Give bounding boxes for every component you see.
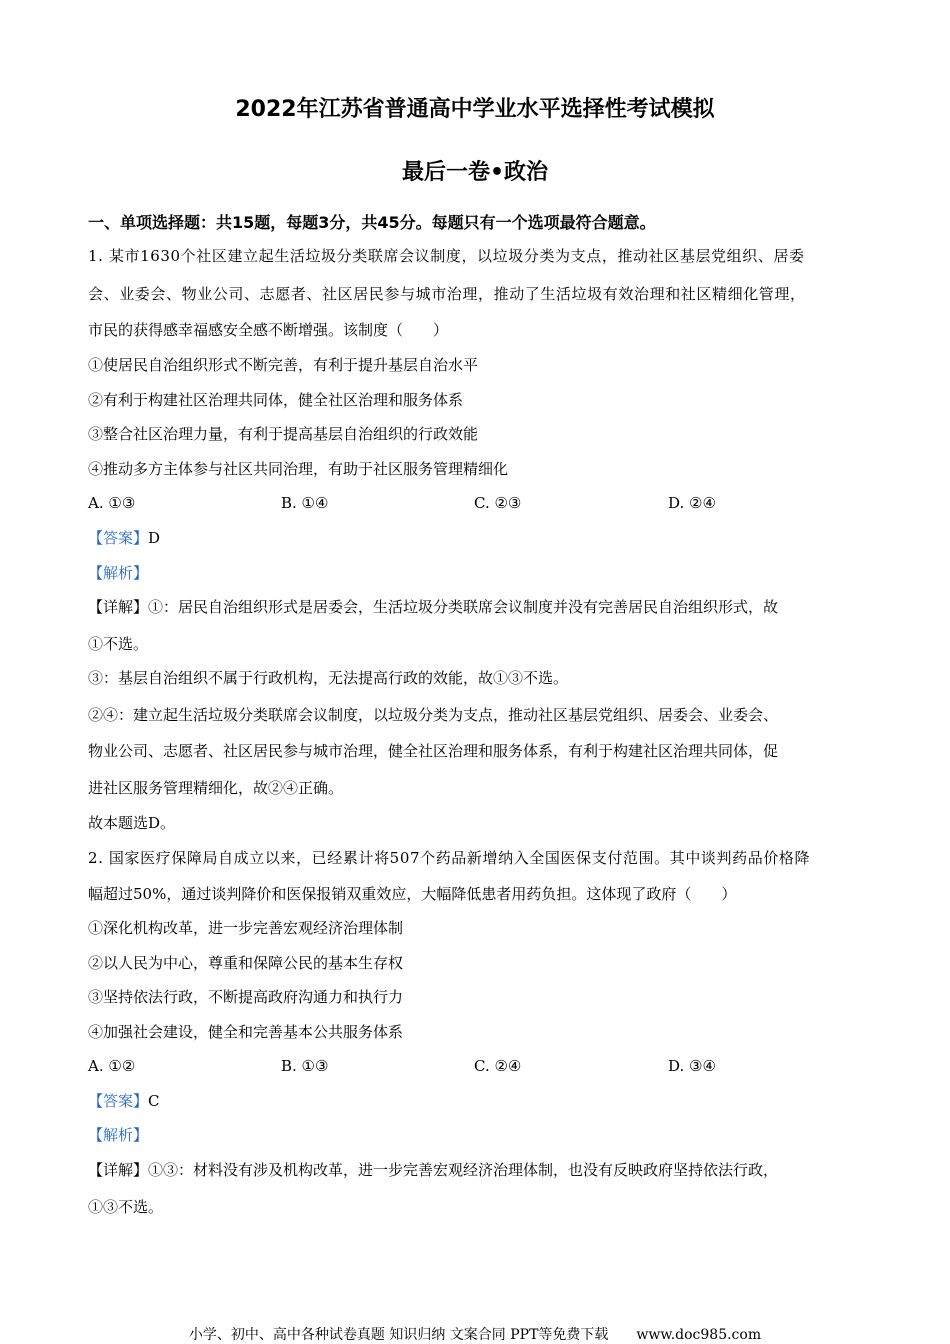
q1-option-c: C. ②③ xyxy=(474,494,522,512)
page-footer: 小学、初中、高中各种试卷真题 知识归纳 文案合同 PPT等免费下载 www.doc985.com xyxy=(188,1327,762,1343)
q2-detail-line: ①③不选。 xyxy=(88,1198,164,1216)
q1-stem-line: 会、业委会、物业公司、志愿者、社区居民参与城市治理，推动了生活垃圾有效治理和社区精细化管理， xyxy=(88,285,806,303)
q1-statement: ①使居民自治组织形式不断完善，有利于提升基层自治水平 xyxy=(88,356,479,374)
q2-statement: ④加强社会建设，健全和完善基本公共服务体系 xyxy=(88,1023,404,1041)
q1-detail-line: 物业公司、志愿者、社区居民参与城市治理，健全社区治理和服务体系，有利于构建社区治理共同体，促 xyxy=(88,742,779,760)
analysis-tag: 【解析】 xyxy=(88,564,149,582)
q2-answer xyxy=(88,1091,160,1111)
q2-statement: ③坚持依法行政，不断提高政府沟通力和执行力 xyxy=(88,988,404,1006)
detail-text: ①：居民自治组织形式是居委会，生活垃圾分类联席会议制度并没有完善居民自治组织形式，故 xyxy=(148,598,779,616)
answer-value: C xyxy=(148,1092,160,1110)
q1-statement: ④推动多方主体参与社区共同治理，有助于社区服务管理精细化 xyxy=(88,460,509,478)
answer-value: D xyxy=(148,529,161,547)
answer-tag: 【答案】 xyxy=(88,529,149,547)
q1-option-b: B. ①④ xyxy=(281,494,329,512)
document-subtitle: 最后一卷•政治 xyxy=(401,160,549,185)
document-title: 2022年江苏省普通高中学业水平选择性考试模拟 xyxy=(235,97,715,122)
q2-option-d: D. ③④ xyxy=(668,1057,716,1075)
q1-detail-line: ③：基层自治组织不属于行政机构，无法提高行政的效能，故①③不选。 xyxy=(88,669,569,687)
q1-statement: ②有利于构建社区治理共同体，健全社区治理和服务体系 xyxy=(88,391,464,409)
q2-detail-line xyxy=(88,1160,778,1180)
q1-detail-line: ①不选。 xyxy=(88,635,149,653)
q1-detail-line: ②④：建立起生活垃圾分类联席会议制度，以垃圾分类为支点，推动社区基层党组织、居委会、业委会、 xyxy=(88,706,779,724)
detail-text: ①③：材料没有涉及机构改革，进一步完善宏观经济治理体制，也没有反映政府坚持依法行政， xyxy=(148,1161,779,1179)
q1-option-a: A. ①③ xyxy=(88,494,136,512)
answer-tag: 【答案】 xyxy=(88,1092,149,1110)
q2-stem-line: 幅超过50%，通过谈判降价和医保报销双重效应，大幅降低患者用药负担。这体现了政府（ ） xyxy=(88,885,737,903)
q1-stem-line: 市民的获得感幸福感安全感不断增强。该制度（ ） xyxy=(88,321,449,339)
analysis-tag: 【解析】 xyxy=(88,1126,149,1144)
q2-analysis xyxy=(88,1125,148,1145)
q2-statement: ②以人民为中心，尊重和保障公民的基本生存权 xyxy=(88,954,404,972)
detail-tag: 【详解】 xyxy=(88,1161,149,1179)
detail-tag: 【详解】 xyxy=(88,598,149,616)
q1-detail-line xyxy=(88,597,778,617)
q1-analysis xyxy=(88,563,148,583)
q1-detail-line: 进社区服务管理精细化，故②④正确。 xyxy=(88,779,344,797)
q2-statement: ①深化机构改革，进一步完善宏观经济治理体制 xyxy=(88,919,404,937)
q1-option-d: D. ②④ xyxy=(668,494,716,512)
q1-stem-line: 1. 某市1630个社区建立起生活垃圾分类联席会议制度，以垃圾分类为支点，推动社区基层党组织、居委 xyxy=(88,247,805,265)
q1-answer xyxy=(88,528,160,548)
q2-option-a: A. ①② xyxy=(88,1057,136,1075)
q2-option-b: B. ①③ xyxy=(281,1057,329,1075)
q1-statement: ③整合社区治理力量，有利于提高基层自治组织的行政效能 xyxy=(88,425,479,443)
q1-detail-line: 故本题选D。 xyxy=(88,814,176,832)
q2-option-c: C. ②④ xyxy=(474,1057,522,1075)
section-heading: 一、单项选择题：共15题，每题3分，共45分。每题只有一个选项最符合题意。 xyxy=(88,213,656,232)
q2-stem-line: 2. 国家医疗保障局自成立以来，已经累计将507个药品新增纳入全国医保支付范围。其中谈判药品价格降 xyxy=(88,849,811,867)
